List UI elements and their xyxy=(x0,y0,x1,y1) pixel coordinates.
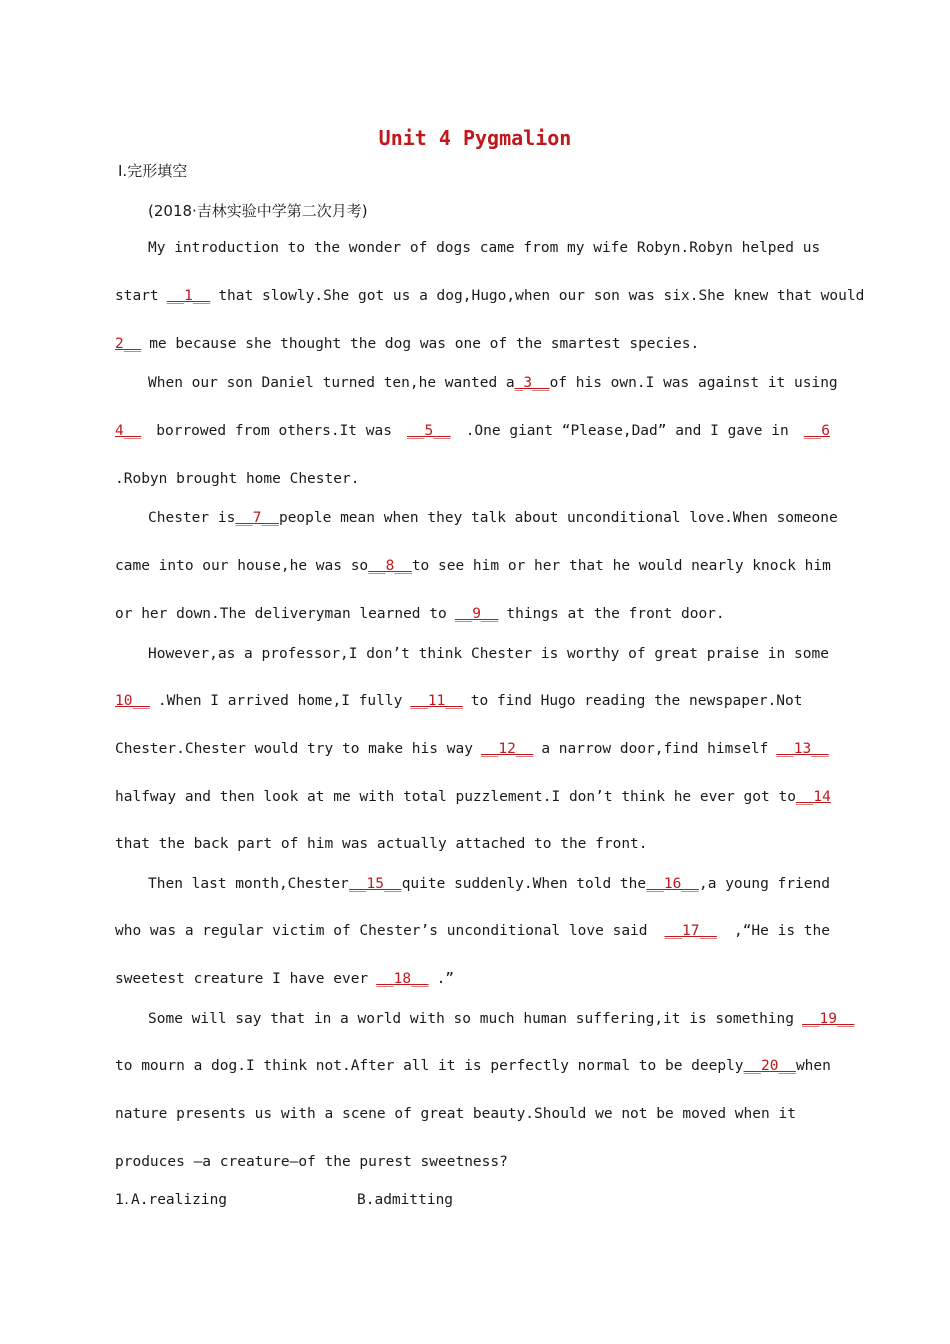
passage-line: .Robyn brought home Chester. xyxy=(115,471,360,487)
blank-16[interactable]: __16__ xyxy=(646,876,699,892)
blank-11[interactable]: __11__ xyxy=(410,693,463,709)
passage-line: who was a regular victim of Chester’s unconditional love said __17__ ,“He is the xyxy=(115,923,830,939)
blank-6[interactable]: __6 xyxy=(803,423,830,439)
passage-line: start __1__ that slowly.She got us a dog,Hugo,when our son was six.She knew that would xyxy=(115,288,865,304)
passage-line: Chester is __7__ people mean when they talk about unconditional love.When someone xyxy=(148,510,838,526)
blank-3[interactable]: _3__ xyxy=(514,375,550,391)
blank-2[interactable]: 2__ xyxy=(115,336,142,352)
blank-19[interactable]: __19__ xyxy=(802,1011,855,1027)
passage-line: came into our house,he was so __8__ to see him or her that he would nearly knock him xyxy=(115,558,831,574)
blank-9[interactable]: __9__ xyxy=(454,606,499,622)
passage-line: 10__ .When I arrived home,I fully __11__ to find Hugo reading the newspaper.Not xyxy=(115,693,803,709)
section-heading: Ⅰ.完形填空 xyxy=(118,162,188,180)
source-note: (2018·吉林实验中学第二次月考) xyxy=(148,202,368,220)
page-title: Unit 4 Pygmalion xyxy=(378,126,572,150)
passage-line: to mourn a dog.I think not.After all it is perfectly normal to be deeply __20__ when xyxy=(115,1058,831,1074)
passage-line: However,as a professor,I don’t think Chester is worthy of great praise in some xyxy=(148,646,829,662)
option-a[interactable]: A.realizing xyxy=(131,1192,228,1208)
passage-line: 4__ borrowed from others.It was __5__ .One giant “Please,Dad” and I gave in __6 xyxy=(115,423,830,439)
option-b[interactable]: B.admitting xyxy=(357,1192,454,1208)
blank-18[interactable]: __18__ xyxy=(376,971,429,987)
passage-line: Chester.Chester would try to make his way __12__ a narrow door,find himself __13__ xyxy=(115,741,829,757)
blank-4[interactable]: 4__ xyxy=(115,423,142,439)
passage-line: When our son Daniel turned ten,he wanted a _3__ of his own.I was against it using xyxy=(148,375,838,391)
question-number: 1. xyxy=(115,1192,129,1208)
passage-line: Then last month,Chester __15__ quite suddenly.When told the __16__ ,a young friend xyxy=(148,876,830,892)
passage-line: produces —a creature—of the purest sweetness? xyxy=(115,1154,508,1170)
passage-line: nature presents us with a scene of great beauty.Should we not be moved when it xyxy=(115,1106,796,1122)
passage-line: sweetest creature I have ever __18__ .” xyxy=(115,971,455,987)
blank-14[interactable]: __14 xyxy=(795,789,831,805)
passage-line: 2__ me because she thought the dog was one of the smartest species. xyxy=(115,336,700,352)
passage-line: halfway and then look at me with total puzzlement.I don’t think he ever got to __14 xyxy=(115,789,831,805)
blank-10[interactable]: 10__ xyxy=(115,693,150,709)
blank-17[interactable]: __17__ xyxy=(664,923,717,939)
blank-12[interactable]: __12__ xyxy=(480,741,534,757)
passage-line: Some will say that in a world with so much human suffering,it is something __19__ xyxy=(148,1011,855,1027)
blank-1[interactable]: __1__ xyxy=(166,288,211,304)
passage-line: My introduction to the wonder of dogs came from my wife Robyn.Robyn helped us xyxy=(148,240,821,256)
blank-13[interactable]: __13__ xyxy=(776,741,829,757)
blank-8[interactable]: __8__ xyxy=(368,558,412,574)
blank-20[interactable]: __20__ xyxy=(743,1058,796,1074)
blank-7[interactable]: __7__ xyxy=(235,510,279,526)
blank-15[interactable]: __15__ xyxy=(349,876,402,892)
blank-5[interactable]: __5__ xyxy=(407,423,451,439)
passage-line: that the back part of him was actually attached to the front. xyxy=(115,836,648,852)
passage-line: or her down.The deliveryman learned to __9__ things at the front door. xyxy=(115,606,725,622)
